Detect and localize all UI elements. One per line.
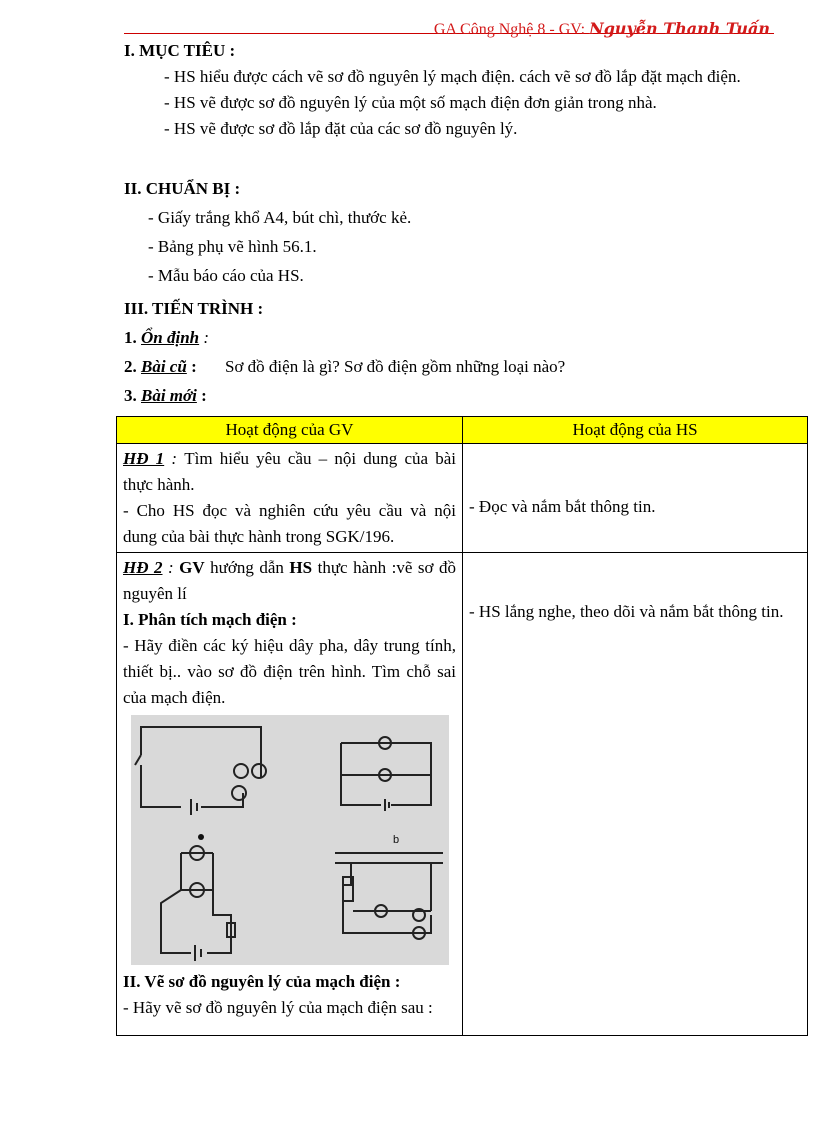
hs-cell <box>463 553 808 1036</box>
list-item: - Giấy trắng khổ A4, bút chì, thước kẻ. <box>148 208 412 227</box>
table-row <box>117 553 808 1036</box>
hs-response: - Đọc và nắm bắt thông tin. <box>469 497 656 516</box>
circuit-diagram-figure <box>131 715 449 965</box>
header-prefix: GA Công Nghệ 8 - GV: <box>433 21 590 38</box>
gv-cell <box>117 553 463 1036</box>
header-author: Nguyễn Thanh Tuấn <box>589 19 770 38</box>
section-objectives <box>124 38 784 142</box>
step-3: 3. Bài mới : <box>124 386 207 405</box>
hd2-title: HĐ 2 : GV hướng dẫn HS thực hành :vẽ sơ đồ nguyên lí <box>123 558 457 603</box>
hs-cell <box>463 444 808 553</box>
list-item: - HS vẽ được sơ đồ nguyên lý của một số mạch điện đơn giản trong nhà. <box>164 93 657 112</box>
list-item: - HS vẽ được sơ đồ lắp đặt của các sơ đồ nguyên lý. <box>164 119 518 138</box>
gv-cell <box>117 444 463 553</box>
figure-label-b: b <box>393 834 400 846</box>
section-title: II. CHUẨN BỊ : <box>124 179 241 198</box>
section-procedure <box>124 296 784 409</box>
part-2-text: - Hãy vẽ sơ đồ nguyên lý của mạch điện sau : <box>123 998 433 1017</box>
section-preparation <box>124 176 784 289</box>
section-title: III. TIẾN TRÌNH : <box>124 299 264 318</box>
part-1-title: I. Phân tích mạch điện : <box>123 610 297 629</box>
step-1: 1. Ổn định : <box>124 328 210 347</box>
hs-response: - HS lắng nghe, theo dõi và nắm bắt thông tin. <box>469 602 784 621</box>
step-2: 2. Bài cũ : Sơ đồ điện là gì? Sơ đồ điện gồm những loại nào? <box>124 357 566 376</box>
column-header-gv: Hoạt động của GV <box>117 417 463 444</box>
page-header <box>434 19 770 39</box>
list-item: - HS hiểu được cách vẽ sơ đồ nguyên lý mạch điện. cách vẽ sơ đồ lắp đặt mạch điện. <box>164 67 741 86</box>
activity-table <box>116 416 808 1036</box>
hd1-title: HĐ 1 : Tìm hiểu yêu cầu – nội dung của bài thực hành. <box>123 449 456 494</box>
column-header-hs: Hoạt động của HS <box>463 417 808 444</box>
section-title: I. MỤC TIÊU : <box>124 41 236 60</box>
list-item: - Bảng phụ vẽ hình 56.1. <box>148 237 317 256</box>
hd1-text: - Cho HS đọc và nghiên cứu yêu cầu và nội dung của bài thực hành trong SGK/196. <box>123 501 456 546</box>
table-header-row <box>117 417 808 444</box>
part-1-text: - Hãy điền các ký hiệu dây pha, dây trung tính, thiết bị.. vào sơ đồ điện trên hình. Tìm chỗ sai của mạch điện. <box>123 636 456 707</box>
table-row <box>117 444 808 553</box>
part-2-title: II. Vẽ sơ đồ nguyên lý của mạch điện : <box>123 972 401 991</box>
step-2-question: Sơ đồ điện là gì? Sơ đồ điện gồm những loại nào? <box>224 357 566 376</box>
list-item: - Mẫu báo cáo của HS. <box>148 266 304 285</box>
